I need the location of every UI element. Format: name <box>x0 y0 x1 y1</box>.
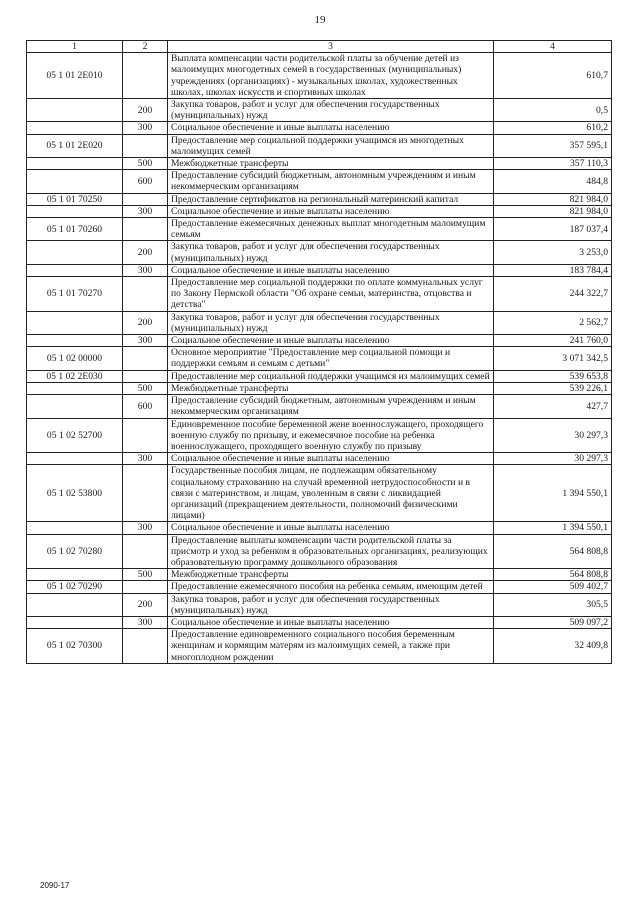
cell-expense-type: 200 <box>123 311 168 334</box>
cell-expense-type <box>123 53 168 99</box>
table-header-row <box>27 41 612 53</box>
cell-expense-type <box>123 465 168 522</box>
cell-expense-type <box>123 629 168 664</box>
cell-expense-type: 600 <box>123 170 168 193</box>
cell-description: Государственные пособия лицам, не подлежащим обязательному социальному страхованию на случай временной нетрудоспособности и в связи с материнством, и лицам, уволенным в связи с ликвидацией организаций (прекращением деятельности, полномочий физическими лицами) <box>168 465 494 522</box>
cell-expense-type <box>123 418 168 453</box>
cell-amount: 357 595,1 <box>494 134 612 157</box>
cell-amount: 3 071 342,5 <box>494 347 612 370</box>
cell-description: Предоставление мер социальной поддержки учащимся из малоимущих семей <box>168 370 494 382</box>
cell-expense-type: 300 <box>123 453 168 465</box>
cell-code <box>27 522 123 534</box>
column-header-amount: 4 <box>494 41 612 53</box>
column-header-description: 3 <box>168 41 494 53</box>
cell-description: Выплата компенсации части родительской платы за обучение детей из малоимущих многодетных семей в государственных (муниципальных) учреждениях (организациях) - музыкальных школах, художественных школах, школах искусств и спортивных школах <box>168 53 494 99</box>
cell-amount: 1 394 550,1 <box>494 465 612 522</box>
cell-amount: 564 808,8 <box>494 534 612 569</box>
table-row <box>27 465 612 522</box>
column-header-code: 1 <box>27 41 123 53</box>
table-row <box>27 370 612 382</box>
cell-expense-type: 600 <box>123 395 168 418</box>
cell-code: 05 1 01 70260 <box>27 218 123 241</box>
table-row <box>27 205 612 217</box>
footer-mark: 2090-17 <box>40 881 70 890</box>
cell-code <box>27 569 123 581</box>
cell-description: Социальное обеспечение и иные выплаты населению <box>168 205 494 217</box>
cell-expense-type: 200 <box>123 99 168 122</box>
cell-expense-type <box>123 370 168 382</box>
table-row <box>27 347 612 370</box>
cell-code <box>27 158 123 170</box>
cell-code: 05 1 01 2Е020 <box>27 134 123 157</box>
cell-description: Предоставление сертификатов на региональный материнский капитал <box>168 193 494 205</box>
cell-expense-type: 300 <box>123 335 168 347</box>
cell-code <box>27 453 123 465</box>
table-row <box>27 311 612 334</box>
cell-code <box>27 170 123 193</box>
cell-code <box>27 205 123 217</box>
cell-code: 05 1 02 52700 <box>27 418 123 453</box>
cell-expense-type <box>123 534 168 569</box>
table-row <box>27 382 612 394</box>
cell-expense-type: 500 <box>123 382 168 394</box>
cell-amount: 821 984,0 <box>494 193 612 205</box>
table-row <box>27 453 612 465</box>
column-header-expense-type: 2 <box>123 41 168 53</box>
cell-description: Социальное обеспечение и иные выплаты населению <box>168 122 494 134</box>
cell-amount: 564 808,8 <box>494 569 612 581</box>
cell-code <box>27 241 123 264</box>
cell-expense-type <box>123 347 168 370</box>
cell-expense-type <box>123 134 168 157</box>
table-row <box>27 277 612 312</box>
cell-expense-type: 300 <box>123 122 168 134</box>
table-row <box>27 158 612 170</box>
cell-amount: 610,7 <box>494 53 612 99</box>
table-row <box>27 522 612 534</box>
table-row <box>27 629 612 664</box>
cell-code <box>27 593 123 616</box>
cell-amount: 821 984,0 <box>494 205 612 217</box>
cell-amount: 509 097,2 <box>494 616 612 628</box>
cell-expense-type <box>123 277 168 312</box>
cell-expense-type: 200 <box>123 241 168 264</box>
cell-description: Предоставление субсидий бюджетным, автономным учреждениям и иным некоммерческим организациям <box>168 170 494 193</box>
table-row <box>27 616 612 628</box>
cell-description: Предоставление мер социальной поддержки учащимся из многодетных малоимущих семей <box>168 134 494 157</box>
cell-amount: 3 253,0 <box>494 241 612 264</box>
table-row <box>27 53 612 99</box>
cell-code: 05 1 02 70280 <box>27 534 123 569</box>
cell-code <box>27 382 123 394</box>
cell-expense-type <box>123 218 168 241</box>
cell-description: Основное мероприятие "Предоставление мер социальной помощи и поддержки семьям и семьям с детьми" <box>168 347 494 370</box>
table-row <box>27 99 612 122</box>
cell-expense-type: 500 <box>123 569 168 581</box>
cell-amount: 244 322,7 <box>494 277 612 312</box>
cell-code <box>27 335 123 347</box>
cell-description: Единовременное пособие беременной жене военнослужащего, проходящего военную службу по призыву, и ежемесячное пособие на ребенка военнослужащего, проходящего военную службу по призыву <box>168 418 494 453</box>
cell-amount: 2 562,7 <box>494 311 612 334</box>
table-row <box>27 134 612 157</box>
cell-amount: 305,5 <box>494 593 612 616</box>
cell-amount: 484,8 <box>494 170 612 193</box>
cell-expense-type: 500 <box>123 158 168 170</box>
cell-code: 05 1 02 70290 <box>27 581 123 593</box>
cell-expense-type: 300 <box>123 522 168 534</box>
table-row <box>27 264 612 276</box>
cell-description: Межбюджетные трансферты <box>168 158 494 170</box>
table-row <box>27 418 612 453</box>
table-row <box>27 218 612 241</box>
cell-description: Социальное обеспечение и иные выплаты населению <box>168 335 494 347</box>
cell-expense-type: 200 <box>123 593 168 616</box>
cell-code <box>27 395 123 418</box>
cell-code: 05 1 02 2Е030 <box>27 370 123 382</box>
cell-description: Предоставление выплаты компенсации части родительской платы за присмотр и уход за ребенком в образовательных организациях, реализующих образовательную программу дошкольного образования <box>168 534 494 569</box>
cell-description: Предоставление единовременного социального пособия беременным женщинам и кормящим матерям из малоимущих семей, а также при многоплодном рождении <box>168 629 494 664</box>
cell-description: Закупка товаров, работ и услуг для обеспечения государственных (муниципальных) нужд <box>168 311 494 334</box>
table-row <box>27 581 612 593</box>
table-row <box>27 335 612 347</box>
cell-amount: 183 784,4 <box>494 264 612 276</box>
cell-description: Предоставление ежемесячных денежных выплат многодетным малоимущим семьям <box>168 218 494 241</box>
cell-description: Межбюджетные трансферты <box>168 569 494 581</box>
cell-amount: 539 653,8 <box>494 370 612 382</box>
table-row <box>27 122 612 134</box>
cell-code: 05 1 02 53800 <box>27 465 123 522</box>
cell-expense-type <box>123 581 168 593</box>
cell-code <box>27 264 123 276</box>
table-row <box>27 193 612 205</box>
table-row <box>27 241 612 264</box>
cell-code <box>27 99 123 122</box>
cell-code: 05 1 01 70250 <box>27 193 123 205</box>
cell-expense-type: 300 <box>123 205 168 217</box>
cell-code <box>27 616 123 628</box>
cell-code: 05 1 01 2Е010 <box>27 53 123 99</box>
cell-description: Закупка товаров, работ и услуг для обеспечения государственных (муниципальных) нужд <box>168 593 494 616</box>
cell-description: Предоставление субсидий бюджетным, автономным учреждениям и иным некоммерческим организациям <box>168 395 494 418</box>
cell-code <box>27 122 123 134</box>
cell-amount: 427,7 <box>494 395 612 418</box>
page-number: 19 <box>314 14 326 26</box>
table-row <box>27 593 612 616</box>
table-row <box>27 534 612 569</box>
table-row <box>27 170 612 193</box>
cell-description: Межбюджетные трансферты <box>168 382 494 394</box>
cell-amount: 610,2 <box>494 122 612 134</box>
cell-expense-type: 300 <box>123 264 168 276</box>
cell-amount: 241 760,0 <box>494 335 612 347</box>
cell-description: Социальное обеспечение и иные выплаты населению <box>168 453 494 465</box>
cell-description: Предоставление ежемесячного пособия на ребенка семьям, имеющим детей <box>168 581 494 593</box>
cell-description: Социальное обеспечение и иные выплаты населению <box>168 264 494 276</box>
cell-amount: 1 394 550,1 <box>494 522 612 534</box>
cell-amount: 30 297,3 <box>494 453 612 465</box>
cell-description: Социальное обеспечение и иные выплаты населению <box>168 522 494 534</box>
cell-amount: 357 110,3 <box>494 158 612 170</box>
cell-description: Закупка товаров, работ и услуг для обеспечения государственных (муниципальных) нужд <box>168 241 494 264</box>
budget-table <box>26 40 612 664</box>
cell-code: 05 1 01 70270 <box>27 277 123 312</box>
cell-code: 05 1 02 00000 <box>27 347 123 370</box>
cell-amount: 0,5 <box>494 99 612 122</box>
cell-description: Социальное обеспечение и иные выплаты населению <box>168 616 494 628</box>
cell-expense-type: 300 <box>123 616 168 628</box>
cell-description: Предоставление мер социальной поддержки по оплате коммунальных услуг по Закону Пермской области "Об охране семьи, материнства, отцовства и детства" <box>168 277 494 312</box>
cell-amount: 187 037,4 <box>494 218 612 241</box>
cell-amount: 509 402,7 <box>494 581 612 593</box>
cell-amount: 30 297,3 <box>494 418 612 453</box>
table-row <box>27 569 612 581</box>
cell-expense-type <box>123 193 168 205</box>
cell-amount: 32 409,8 <box>494 629 612 664</box>
cell-description: Закупка товаров, работ и услуг для обеспечения государственных (муниципальных) нужд <box>168 99 494 122</box>
table-row <box>27 395 612 418</box>
cell-amount: 539 226,1 <box>494 382 612 394</box>
cell-code <box>27 311 123 334</box>
cell-code: 05 1 02 70300 <box>27 629 123 664</box>
